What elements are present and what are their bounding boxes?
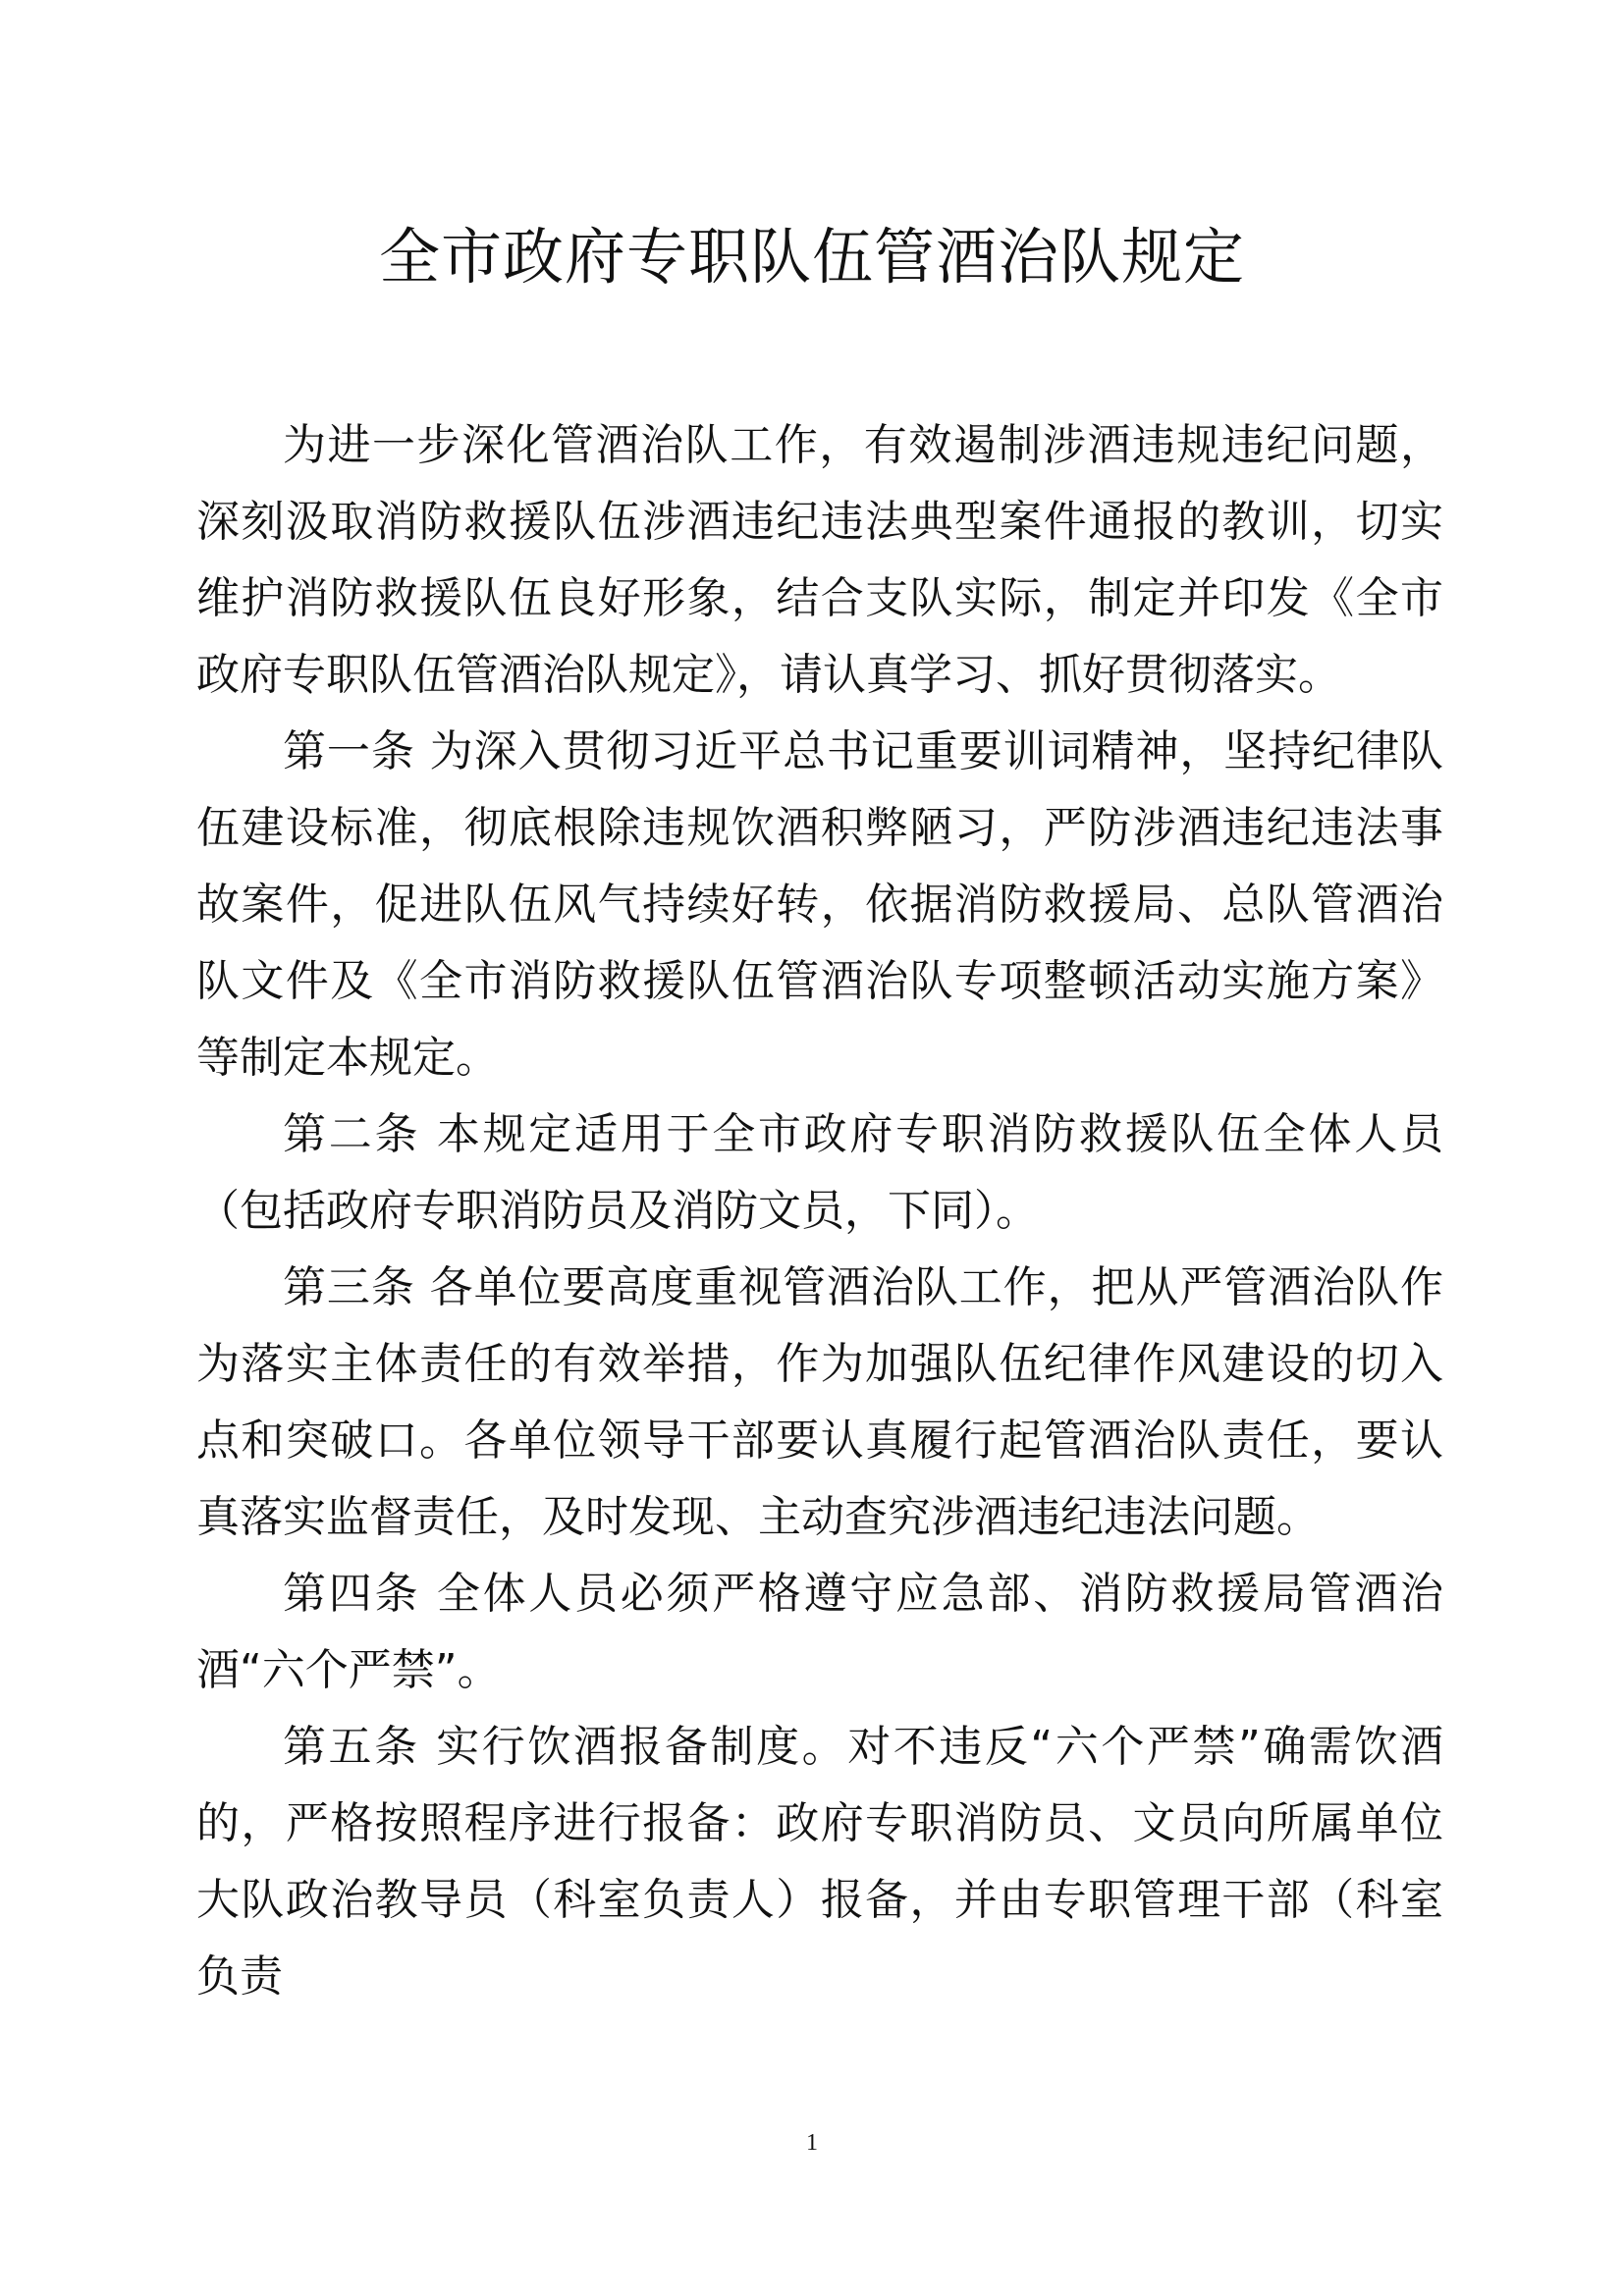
intro-paragraph: 为进一步深化管酒治队工作，有效遏制涉酒违规违纪问题，深刻汲取消防救援队伍涉酒违纪违法典型案件通报的教训，切实维护消防救援队伍良好形象，结合支队实际，制定并印发《全市政府专职队伍管酒治队规定》，请认真学习、抓好贯彻落实。 <box>196 420 1443 700</box>
article-3-paragraph: 第三条 各单位要高度重视管酒治队工作，把从严管酒治队作为落实主体责任的有效举措，作为加强队伍纪律作风建设的切入点和突破口。各单位领导干部要认真履行起管酒治队责任，要认真落实监督责任，及时发现、主动查究涉酒违纪违法问题。 <box>196 1262 1443 1542</box>
article-1-paragraph: 第一条 为深入贯彻习近平总书记重要训词精神，坚持纪律队伍建设标准，彻底根除违规饮酒积弊陋习，严防涉酒违纪违法事故案件，促进队伍风气持续好转，依据消防救援局、总队管酒治队文件及《全市消防救援队伍管酒治队专项整顿活动实施方案》等制定本规定。 <box>196 726 1443 1083</box>
article-4-paragraph: 第四条 全体人员必须严格遵守应急部、消防救援局管酒治酒“六个严禁”。 <box>196 1569 1443 1695</box>
page-number: 1 <box>806 2130 818 2156</box>
document-body <box>196 407 1443 2015</box>
article-5-paragraph: 第五条 实行饮酒报备制度。对不违反“六个严禁”确需饮酒的，严格按照程序进行报备：政府专职消防员、文员向所属单位大队政治教导员（科室负责人）报备，并由专职管理干部（科室负责 <box>196 1722 1443 2002</box>
article-2-paragraph: 第二条 本规定适用于全市政府专职消防救援队伍全体人员（包括政府专职消防员及消防文员，下同）。 <box>196 1109 1443 1236</box>
document-title: 全市政府专职队伍管酒治队规定 <box>378 221 1245 293</box>
